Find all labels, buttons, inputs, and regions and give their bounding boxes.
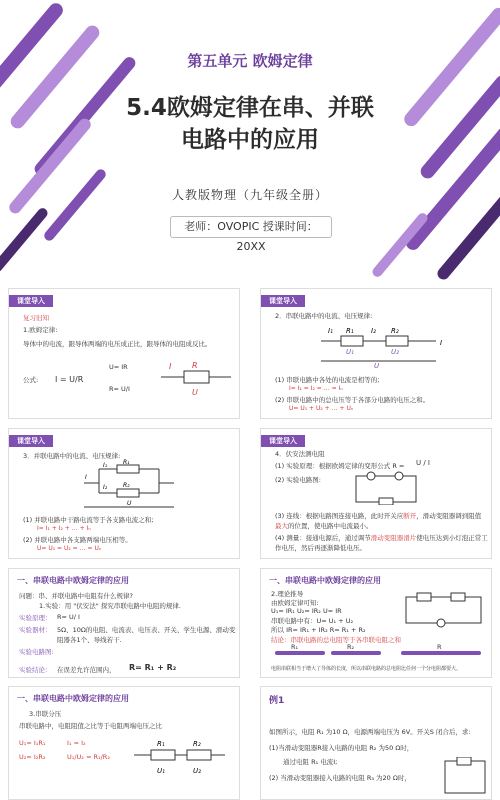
p3e: 的位置，使电路中电流最小。: [288, 522, 373, 530]
series-circuit-diagram: [316, 321, 446, 369]
label-r1: R₁: [346, 327, 354, 335]
f1: U₁= I₁R₁: [19, 739, 46, 747]
slide-3: [8, 428, 240, 559]
p1: (1) 并联电路中干路电流等于各支路电流之和;: [23, 516, 154, 524]
label-u1: U₁: [346, 348, 354, 356]
slide-tag: 课堂导入: [9, 435, 53, 447]
formula-u: U= IR: [109, 363, 128, 371]
label-i1: I₁: [103, 462, 108, 469]
t1: 如图所示，电阻 R₁ 为10 Ω，电源两端电压为 6V。开关S 闭合后，求:: [269, 728, 471, 736]
f1b: I₁ = I₂: [67, 739, 86, 747]
label-i1: I₁: [328, 327, 333, 335]
decor-stripe: [42, 167, 108, 242]
p4c: 使电压达到小灯泡正常工: [416, 534, 488, 542]
series-circuit-diagram: [401, 589, 486, 629]
p2-formula: U= U₁ = U₂ = … = Uₙ: [37, 545, 102, 552]
t1: 3.串联分压: [29, 710, 62, 718]
label-conclusion: 实验结论：: [19, 666, 52, 674]
p4-line: [275, 533, 488, 542]
label-r1: R₁: [291, 643, 299, 651]
r-bar: [401, 651, 481, 655]
text: 导体中的电流，跟导体两端的电压成正比，跟导体的电阻成反比。: [23, 340, 212, 348]
label-i2: I₂: [103, 484, 108, 491]
p4a: (4) 测量：接通电源后，通过调节: [275, 534, 371, 542]
slide-tag: 课堂导入: [261, 295, 305, 307]
p2: (2) 实验电路图:: [275, 476, 321, 484]
label-i: I: [440, 339, 443, 347]
unit-title: 第五单元 欧姆定律: [187, 52, 313, 70]
voltammetry-diagram: [351, 471, 421, 505]
label-r1: R₁: [123, 459, 130, 466]
item: 3．并联电路中的电流、电压规律:: [23, 452, 121, 460]
section-title: 一、串联电路中欧姆定律的应用: [269, 576, 381, 585]
label-principle: 实验原理：: [19, 614, 52, 622]
f2: U₂= I₂R₂: [19, 753, 46, 761]
label-equipment: 实验器材：: [19, 626, 52, 634]
question-2: 1.实验：用 "伏安法" 探究串联电路中电阻的规律.: [39, 602, 181, 610]
conclusion: 在误差允许范围内，: [57, 666, 116, 674]
p1-formula: I= I₁ + I₂ + … + Iₙ: [37, 525, 91, 532]
label-r: R: [437, 643, 442, 651]
title-line-2: 电路中的应用: [181, 127, 319, 153]
formula-label: 公式:: [23, 376, 39, 384]
slide-1: [8, 288, 240, 419]
item: 2．串联电路中的电流、电压规律:: [275, 312, 373, 320]
p1: (1) 串联电路中各处的电流是相等的;: [275, 376, 380, 384]
r1-bar: [275, 651, 325, 655]
equipment-2: 阻器各1个、导线若干.: [57, 636, 122, 644]
t1: 2.理论推导: [271, 590, 304, 598]
principle: R= U/ I: [57, 613, 80, 621]
resistor-diagram: [159, 359, 234, 399]
item: 1.欧姆定律:: [23, 326, 58, 334]
formula-r: R= U/I: [109, 385, 130, 393]
section-title: 一、串联电路中欧姆定律的应用: [17, 694, 129, 703]
label-r1: R₁: [157, 740, 165, 748]
p3c: ，滑动变阻器调到阻值: [416, 512, 482, 520]
t6: 结论：串联电路的总电阻等于各串联电阻之和: [271, 636, 401, 644]
slide-8: [260, 686, 492, 800]
cover-slide: [0, 0, 500, 280]
p4d: 作电压，然后再逐渐降低电压。: [275, 544, 366, 552]
label-i: I: [85, 474, 87, 481]
f2b: U₁/U₂ = R₁/R₂: [67, 753, 110, 761]
label-r: R: [192, 361, 198, 370]
item: 4．伏安法测电阻: [275, 450, 325, 458]
note: 电阻串联相当于增大了导体的长度，所以串联电路的总电阻比任何一个分电阻都要大。: [271, 666, 462, 672]
p1-formula: U / I: [416, 459, 430, 467]
parallel-circuit-diagram: [79, 459, 179, 511]
slide-4: [260, 428, 492, 559]
slide-tag: 课堂导入: [261, 435, 305, 447]
label-u: U: [127, 500, 132, 507]
example-title: 例1: [269, 696, 285, 706]
publisher: 人教版物理（九年级全册）: [171, 188, 328, 202]
label-u: U: [374, 362, 380, 369]
slide-6: [260, 568, 492, 678]
slide-2: [260, 288, 492, 419]
label-i2: I₂: [371, 327, 376, 335]
decor-stripe: [0, 206, 50, 274]
teacher-info: 老师：OVOPIC 授课时间：20XX: [170, 216, 332, 238]
label-r2: R₂: [391, 327, 399, 335]
t2: 串联电路中，电阻阻值之比等于电阻两端电压之比: [19, 722, 162, 730]
decor-stripe: [370, 211, 429, 279]
label-r2: R₂: [123, 482, 130, 489]
conclusion-formula: R= R₁ + R₂: [129, 663, 177, 672]
label-u2: U₂: [391, 348, 399, 356]
t3: 通过电阻 R₁ 电流I;: [283, 758, 338, 766]
cover-title: [100, 92, 400, 156]
label-u2: U₂: [193, 767, 201, 775]
divider-circuit-diagram: [129, 735, 229, 785]
r2-bar: [331, 651, 381, 655]
label-diagram: 实验电路图:: [19, 648, 54, 656]
question: 问题：串、并联电路中电阻有什么规律?: [19, 592, 133, 600]
p2-formula: U= U₁ + U₂ + … + Uₙ: [289, 405, 354, 412]
equipment: 5Ω、10Ω的电阻、电流表、电压表、开关、学生电源、滑动变: [57, 626, 236, 634]
slide-7: [8, 686, 240, 800]
title-line-1: 5.4欧姆定律在串、并联: [126, 95, 374, 121]
slide-tag: 课堂导入: [9, 295, 53, 307]
p2: (2) 串联电路中的总电压等于各部分电路的电压之和。: [275, 396, 430, 404]
label-r2: R₂: [193, 740, 201, 748]
p3-line-2: [275, 521, 373, 530]
t2: 由欧姆定律可知:: [271, 599, 319, 607]
review-label: 复习旧知: [23, 314, 49, 322]
label-u1: U₁: [157, 767, 165, 775]
slide-5: [8, 568, 240, 678]
label-r2: R₂: [347, 643, 355, 651]
p1-formula: I= I₁ = I₂ = … = Iₙ: [289, 385, 343, 392]
label-u: U: [192, 388, 198, 397]
t3: U₁= IR₁ U₂= IR₂ U= IR: [271, 607, 342, 615]
p3-line: [275, 511, 481, 520]
p1: (1) 实验原理：根据欧姆定律的变形公式 R =: [275, 462, 405, 470]
p3a: (3) 连线：根据电路图连接电路，此时开关应: [275, 512, 404, 520]
p3b: 断开: [403, 512, 417, 520]
p2: (2) 并联电路中各支路两端电压相等。: [23, 536, 132, 544]
t2: (1)当滑动变阻器R接入电路的电阻 R₂ 为50 Ω时，: [269, 744, 414, 752]
formula-main: I = U/R: [55, 375, 84, 384]
t4: 串联电路中有：U= U₁ + U₂: [271, 617, 354, 625]
p4b: 滑动变阻器滑片: [370, 534, 417, 542]
p3d: 最大: [275, 522, 288, 530]
t5: 所以 IR= IR₁ + IR₂ R= R₁ + R₂: [271, 626, 366, 634]
label-i: I: [169, 362, 172, 371]
section-title: 一、串联电路中欧姆定律的应用: [17, 576, 129, 585]
example-circuit-diagram: [441, 757, 489, 797]
t4: (2) 当滑动变阻器接入电路的电阻 R₃ 为20 Ω时，: [269, 774, 411, 782]
